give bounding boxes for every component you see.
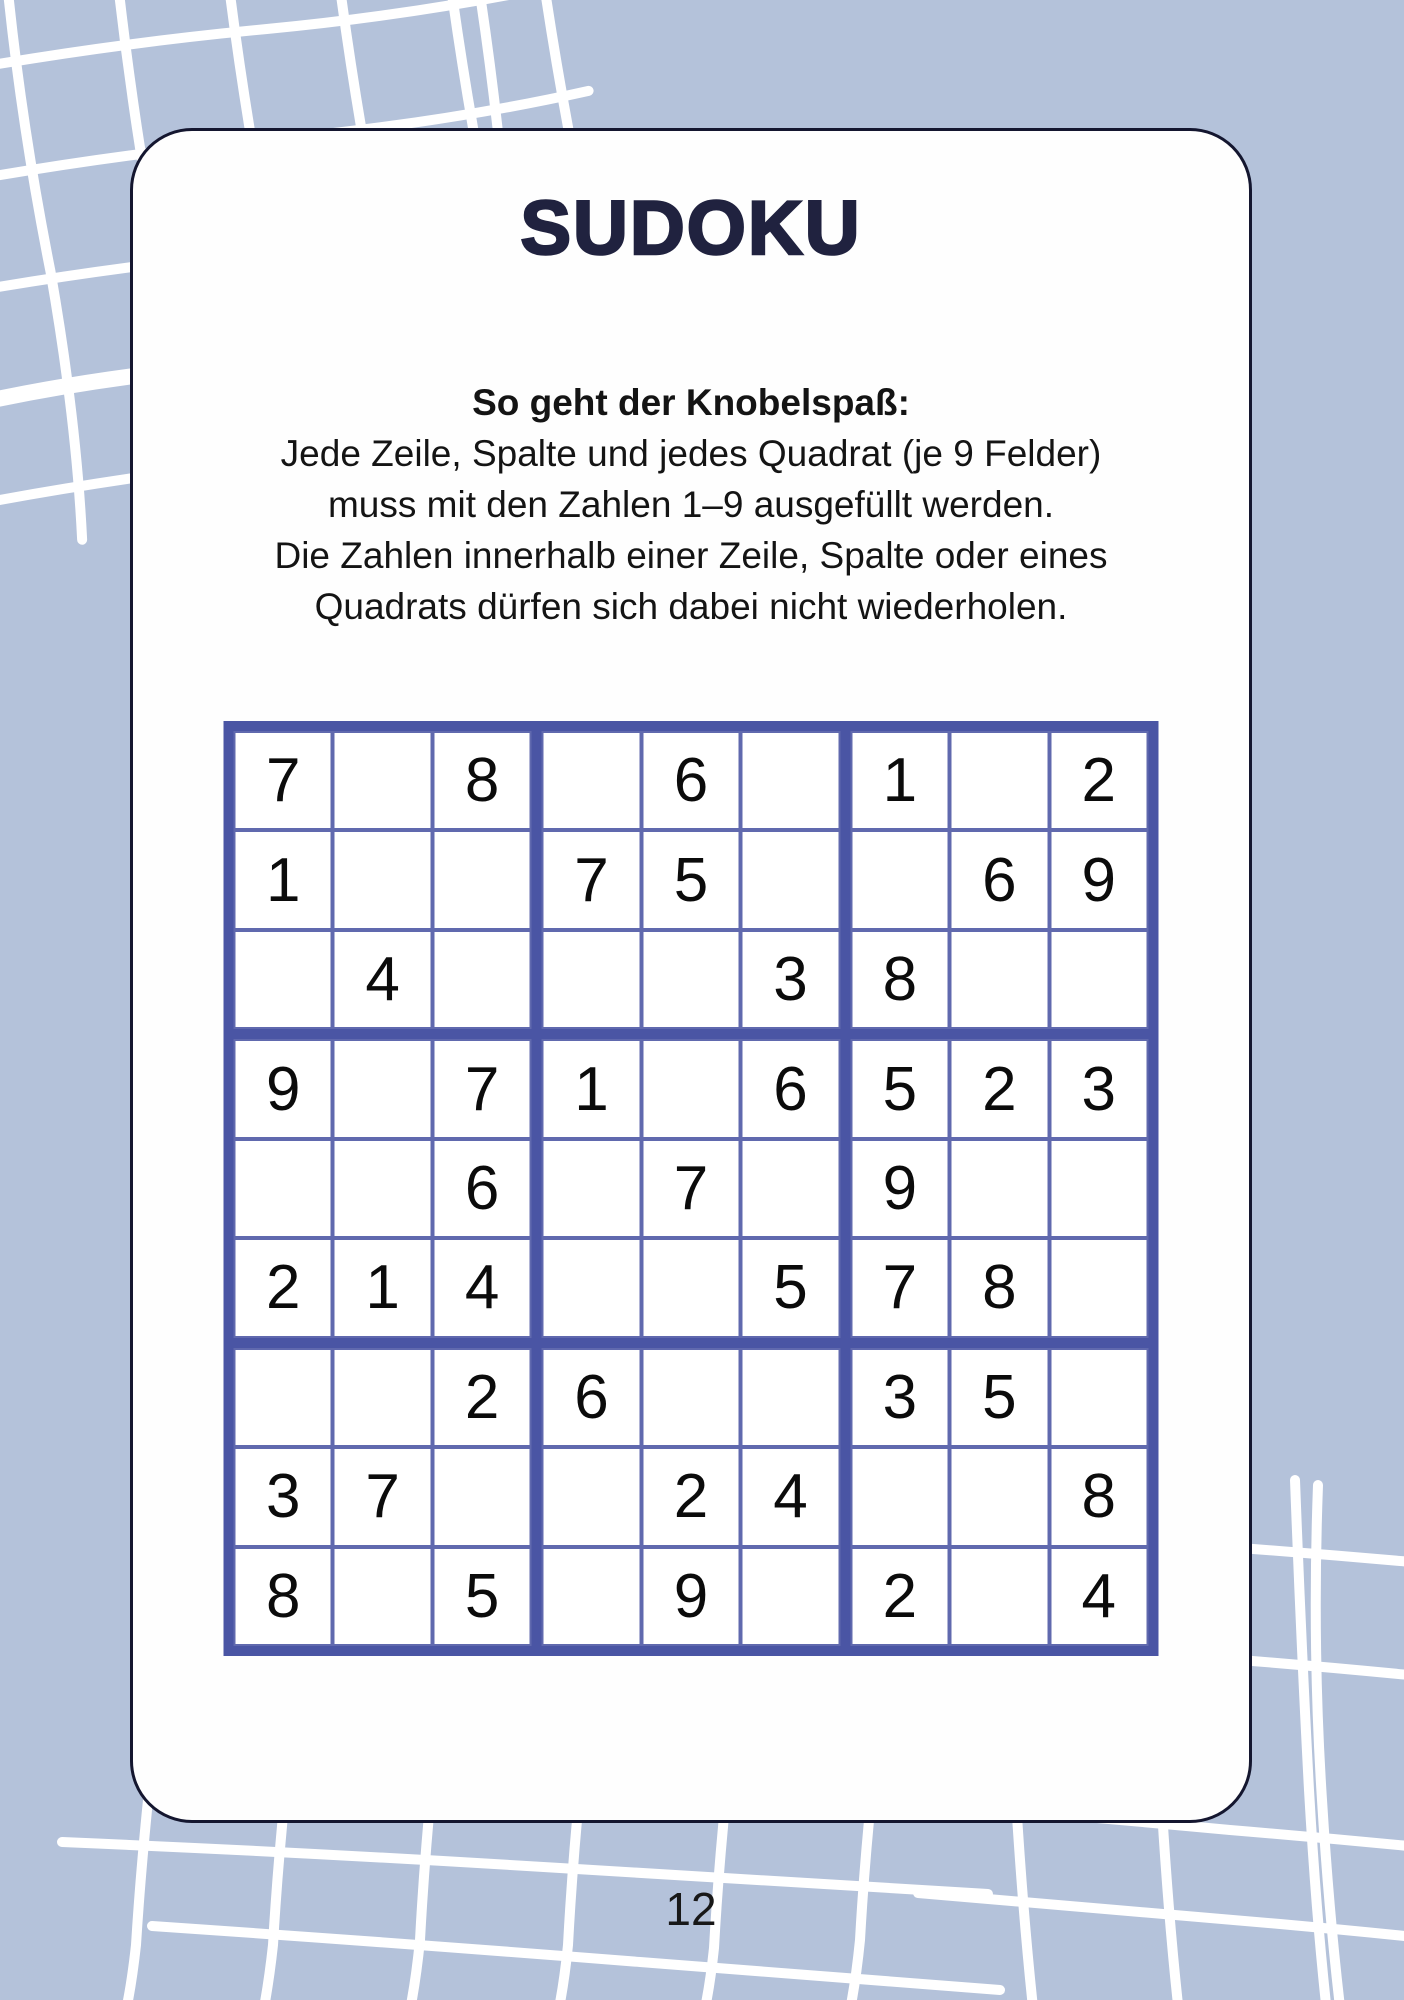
sudoku-cell[interactable]: 6: [950, 830, 1049, 929]
instructions-line: Die Zahlen innerhalb einer Zeile, Spalte oder eines: [274, 535, 1108, 576]
sudoku-cell[interactable]: 3: [234, 1447, 333, 1546]
sudoku-cell[interactable]: 4: [1049, 1547, 1148, 1646]
sudoku-cell[interactable]: 9: [234, 1039, 333, 1138]
sudoku-box: [229, 726, 537, 1034]
sudoku-cell[interactable]: [234, 930, 333, 1029]
sudoku-cell[interactable]: [741, 1139, 840, 1238]
sudoku-grid: [224, 721, 1159, 1656]
sudoku-cell[interactable]: 5: [432, 1547, 531, 1646]
sudoku-cell[interactable]: [741, 1547, 840, 1646]
sudoku-cell[interactable]: 6: [432, 1139, 531, 1238]
puzzle-card: [130, 128, 1252, 1823]
sudoku-cell[interactable]: 7: [641, 1139, 740, 1238]
sudoku-cell[interactable]: [641, 1348, 740, 1447]
sudoku-cell[interactable]: [950, 731, 1049, 830]
sudoku-cell[interactable]: [641, 1039, 740, 1138]
sudoku-cell[interactable]: 2: [950, 1039, 1049, 1138]
sudoku-cell[interactable]: [333, 1348, 432, 1447]
sudoku-cell[interactable]: [333, 731, 432, 830]
sudoku-cell[interactable]: [542, 731, 641, 830]
sudoku-cell[interactable]: [1049, 1238, 1148, 1337]
sudoku-cell[interactable]: 1: [234, 830, 333, 929]
sudoku-box: [537, 726, 845, 1034]
instructions-block: [133, 377, 1249, 632]
sudoku-cell[interactable]: 7: [432, 1039, 531, 1138]
sudoku-cell[interactable]: 7: [850, 1238, 949, 1337]
sudoku-cell[interactable]: 1: [333, 1238, 432, 1337]
sudoku-cell[interactable]: [850, 830, 949, 929]
sudoku-cell[interactable]: 8: [432, 731, 531, 830]
sudoku-cell[interactable]: [542, 1447, 641, 1546]
sudoku-cell[interactable]: 2: [1049, 731, 1148, 830]
sudoku-cell[interactable]: [1049, 1139, 1148, 1238]
sudoku-cell[interactable]: 9: [850, 1139, 949, 1238]
sudoku-cell[interactable]: [542, 1139, 641, 1238]
sudoku-cell[interactable]: [1049, 930, 1148, 1029]
sudoku-cell[interactable]: [641, 1238, 740, 1337]
instructions-heading: So geht der Knobelspaß:: [472, 382, 910, 423]
sudoku-cell[interactable]: 5: [741, 1238, 840, 1337]
sudoku-cell[interactable]: [850, 1447, 949, 1546]
sudoku-cell[interactable]: 4: [432, 1238, 531, 1337]
sudoku-cell[interactable]: 7: [234, 731, 333, 830]
sudoku-box: [537, 1343, 845, 1651]
sudoku-cell[interactable]: 2: [641, 1447, 740, 1546]
sudoku-cell[interactable]: [333, 1039, 432, 1138]
sudoku-cell[interactable]: [641, 930, 740, 1029]
sudoku-box: [845, 726, 1153, 1034]
sudoku-cell[interactable]: [542, 1547, 641, 1646]
page-title: SUDOKU: [520, 186, 862, 271]
sudoku-cell[interactable]: [234, 1348, 333, 1447]
sudoku-cell[interactable]: 6: [741, 1039, 840, 1138]
sudoku-cell[interactable]: 9: [641, 1547, 740, 1646]
instructions-line: muss mit den Zahlen 1–9 ausgefüllt werden.: [327, 484, 1055, 525]
sudoku-box: [845, 1034, 1153, 1342]
sudoku-box: [229, 1034, 537, 1342]
sudoku-cell[interactable]: 8: [950, 1238, 1049, 1337]
sudoku-cell[interactable]: [950, 1139, 1049, 1238]
sudoku-cell[interactable]: 2: [432, 1348, 531, 1447]
sudoku-cell[interactable]: 4: [333, 930, 432, 1029]
sudoku-cell[interactable]: 5: [641, 830, 740, 929]
sudoku-cell[interactable]: 5: [850, 1039, 949, 1138]
sudoku-cell[interactable]: [432, 930, 531, 1029]
sudoku-cell[interactable]: [333, 1547, 432, 1646]
sudoku-cell[interactable]: [333, 1139, 432, 1238]
sudoku-cell[interactable]: 1: [850, 731, 949, 830]
sudoku-cell[interactable]: 2: [850, 1547, 949, 1646]
sudoku-cell[interactable]: [741, 731, 840, 830]
sudoku-cell[interactable]: 3: [741, 930, 840, 1029]
page-number: 12: [665, 1883, 717, 1935]
sudoku-box: [537, 1034, 845, 1342]
sudoku-cell[interactable]: [333, 830, 432, 929]
sudoku-cell[interactable]: 1: [542, 1039, 641, 1138]
sudoku-cell[interactable]: 7: [542, 830, 641, 929]
sudoku-cell[interactable]: [542, 930, 641, 1029]
sudoku-cell[interactable]: [432, 830, 531, 929]
sudoku-cell[interactable]: 6: [641, 731, 740, 830]
sudoku-cell[interactable]: [950, 1547, 1049, 1646]
sudoku-cell[interactable]: 4: [741, 1447, 840, 1546]
instructions-line: Jede Zeile, Spalte und jedes Quadrat (je 9 Felder): [280, 433, 1102, 474]
sudoku-cell[interactable]: 8: [234, 1547, 333, 1646]
sudoku-cell[interactable]: 2: [234, 1238, 333, 1337]
sudoku-box: [229, 1343, 537, 1651]
sudoku-cell[interactable]: 6: [542, 1348, 641, 1447]
sudoku-cell[interactable]: 3: [850, 1348, 949, 1447]
sudoku-cell[interactable]: [950, 930, 1049, 1029]
instructions-line: Quadrats dürfen sich dabei nicht wiederholen.: [314, 586, 1068, 627]
sudoku-cell[interactable]: [432, 1447, 531, 1546]
sudoku-box: [845, 1343, 1153, 1651]
sudoku-cell[interactable]: 5: [950, 1348, 1049, 1447]
sudoku-cell[interactable]: [950, 1447, 1049, 1546]
sudoku-cell[interactable]: 7: [333, 1447, 432, 1546]
sudoku-cell[interactable]: 8: [850, 930, 949, 1029]
sudoku-cell[interactable]: [741, 1348, 840, 1447]
sudoku-cell[interactable]: [542, 1238, 641, 1337]
sudoku-cell[interactable]: [741, 830, 840, 929]
sudoku-cell[interactable]: 9: [1049, 830, 1148, 929]
sudoku-cell[interactable]: [234, 1139, 333, 1238]
sudoku-cell[interactable]: 3: [1049, 1039, 1148, 1138]
sudoku-cell[interactable]: [1049, 1348, 1148, 1447]
sudoku-cell[interactable]: 8: [1049, 1447, 1148, 1546]
